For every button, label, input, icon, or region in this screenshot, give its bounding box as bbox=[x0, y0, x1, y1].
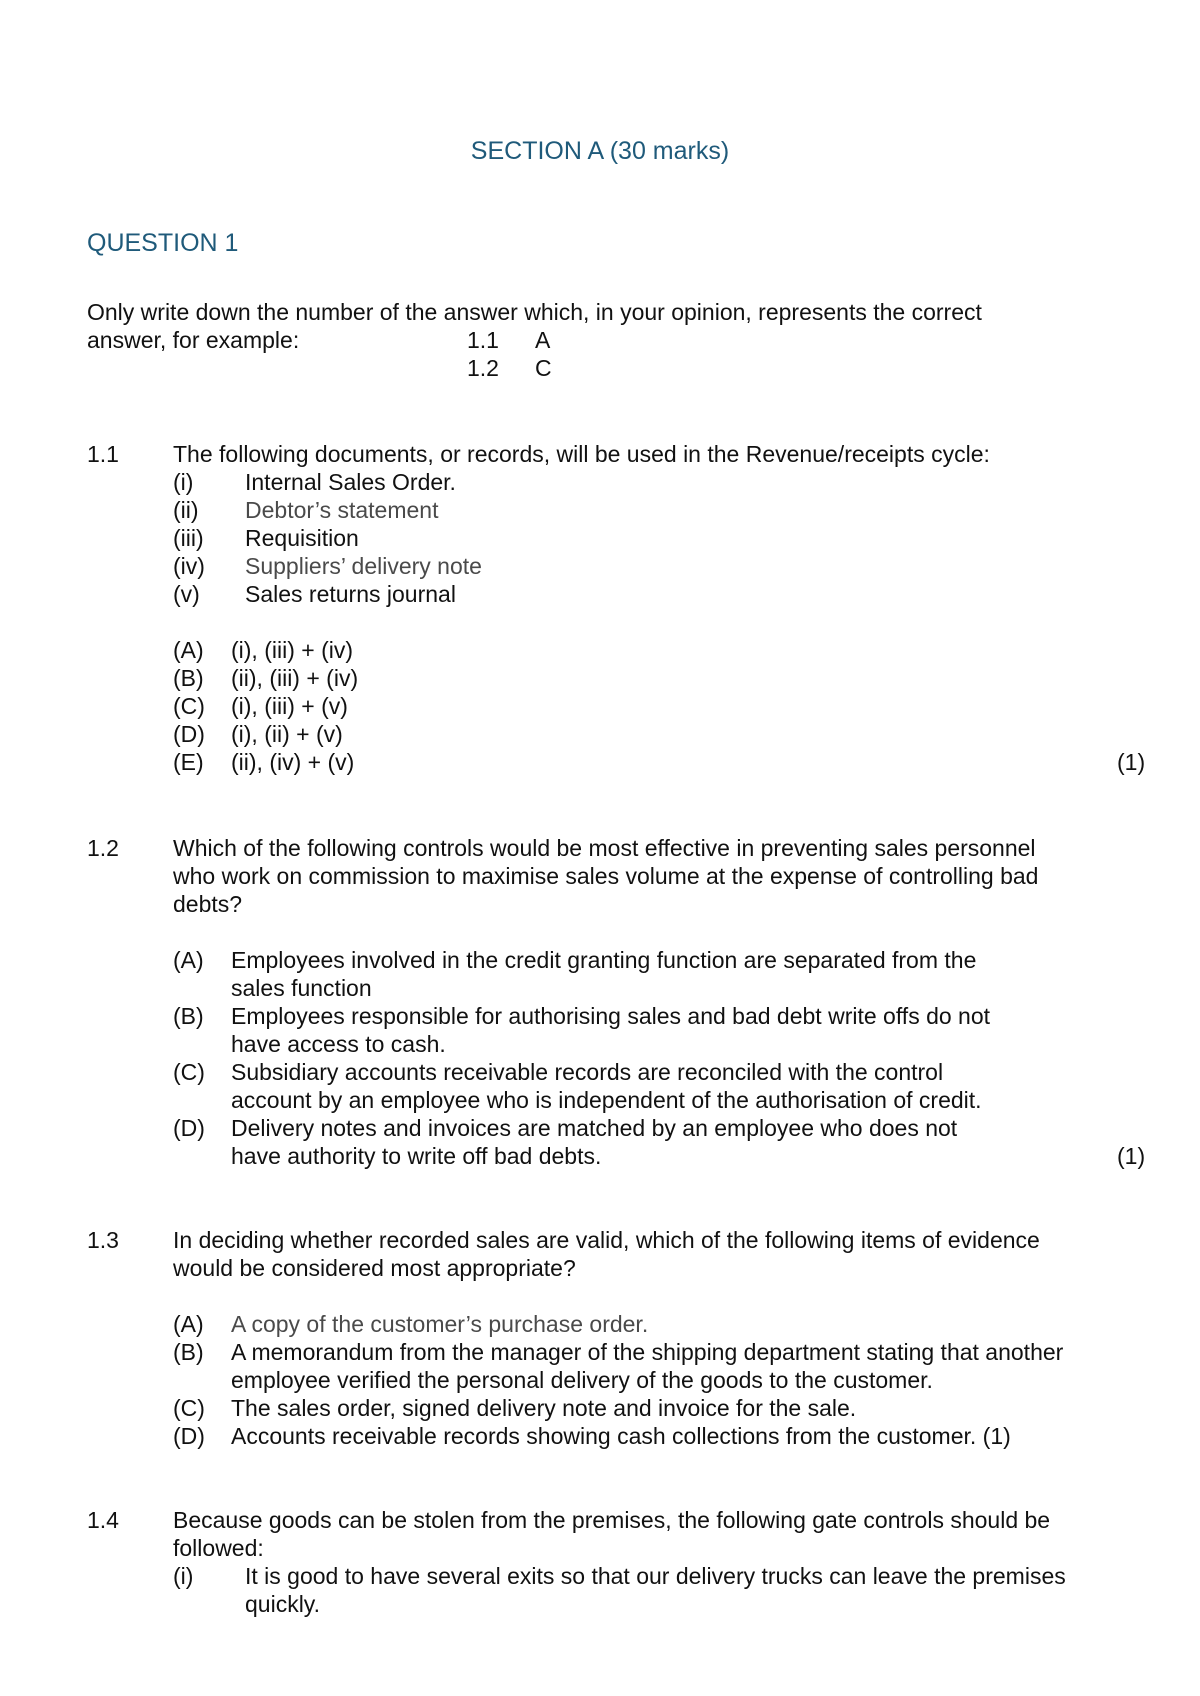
option-label: (D) bbox=[173, 1115, 205, 1141]
item-text: Suppliers’ delivery note bbox=[245, 553, 482, 579]
item-label: (i) bbox=[173, 1563, 194, 1589]
question-text-line: debts? bbox=[173, 891, 243, 917]
option-label: (D) bbox=[173, 721, 205, 747]
instructions-line-1: Only write down the number of the answer which, in your opinion, represents the correct bbox=[87, 299, 982, 325]
question-number: 1.3 bbox=[87, 1227, 119, 1253]
question-text: The following documents, or records, will be used in the Revenue/receipts cycle: bbox=[173, 441, 990, 467]
item-text-line: It is good to have several exits so that our delivery trucks can leave the premises bbox=[245, 1563, 1066, 1589]
question-number: 1.4 bbox=[87, 1507, 119, 1533]
example-number: 1.2 bbox=[467, 355, 499, 381]
item-label: (iii) bbox=[173, 525, 204, 551]
option-text-line: A memorandum from the manager of the shipping department stating that another bbox=[231, 1339, 1064, 1365]
option-label: (B) bbox=[173, 1003, 204, 1029]
option-text-line: Employees responsible for authorising sales and bad debt write offs do not bbox=[231, 1003, 991, 1029]
item-label: (ii) bbox=[173, 497, 199, 523]
option-text: (i), (iii) + (iv) bbox=[231, 637, 353, 663]
option-text-line: have authority to write off bad debts. bbox=[231, 1143, 602, 1169]
question-number: 1.2 bbox=[87, 835, 119, 861]
item-label: (i) bbox=[173, 469, 194, 495]
question-text-line: would be considered most appropriate? bbox=[173, 1255, 576, 1281]
option-label: (C) bbox=[173, 1059, 205, 1085]
option-label: (B) bbox=[173, 1339, 204, 1365]
item-label: (v) bbox=[173, 581, 200, 607]
item-text: Requisition bbox=[245, 525, 359, 551]
option-label: (C) bbox=[173, 1395, 205, 1421]
question-number: 1.1 bbox=[87, 441, 119, 467]
option-text-line: Subsidiary accounts receivable records are reconciled with the control bbox=[231, 1059, 944, 1085]
item-text: Internal Sales Order. bbox=[245, 469, 456, 495]
option-label: (D) bbox=[173, 1423, 205, 1449]
option-text-line: Accounts receivable records showing cash collections from the customer. (1) bbox=[231, 1423, 1011, 1449]
option-label: (E) bbox=[173, 749, 204, 775]
option-label: (A) bbox=[173, 947, 204, 973]
instructions-line-2: answer, for example: bbox=[87, 327, 300, 353]
question-text-line: Which of the following controls would be most effective in preventing sales personnel bbox=[173, 835, 1036, 861]
option-text: (i), (ii) + (v) bbox=[231, 721, 343, 747]
option-text: (ii), (iv) + (v) bbox=[231, 749, 355, 775]
option-text-line: sales function bbox=[231, 975, 372, 1001]
item-text: Debtor’s statement bbox=[245, 497, 439, 523]
option-label: (A) bbox=[173, 637, 204, 663]
question-text-line: Because goods can be stolen from the premises, the following gate controls should be bbox=[173, 1507, 1051, 1533]
section-title: SECTION A (30 marks) bbox=[470, 137, 730, 165]
option-text-line: Employees involved in the credit granting function are separated from the bbox=[231, 947, 977, 973]
item-text: Sales returns journal bbox=[245, 581, 456, 607]
mark-allocation: (1) bbox=[1117, 1143, 1146, 1169]
option-text: (i), (iii) + (v) bbox=[231, 693, 348, 719]
example-number: 1.1 bbox=[467, 327, 499, 353]
option-text-line: account by an employee who is independent of the authorisation of credit. bbox=[231, 1087, 982, 1113]
question-text-line: followed: bbox=[173, 1535, 264, 1561]
question-title: QUESTION 1 bbox=[87, 229, 239, 257]
option-label: (A) bbox=[173, 1311, 204, 1337]
question-text-line: In deciding whether recorded sales are valid, which of the following items of evidence bbox=[173, 1227, 1040, 1253]
question-text-line: who work on commission to maximise sales volume at the expense of controlling bad bbox=[173, 863, 1039, 889]
option-text-line: have access to cash. bbox=[231, 1031, 446, 1057]
option-text-line: employee verified the personal delivery of the goods to the customer. bbox=[231, 1367, 933, 1393]
mark-allocation: (1) bbox=[1117, 749, 1146, 775]
example-answer: C bbox=[535, 355, 552, 381]
option-text-line: The sales order, signed delivery note and invoice for the sale. bbox=[231, 1395, 857, 1421]
option-label: (B) bbox=[173, 665, 204, 691]
example-answer: A bbox=[535, 327, 551, 353]
option-text: (ii), (iii) + (iv) bbox=[231, 665, 359, 691]
option-text-line: Delivery notes and invoices are matched by an employee who does not bbox=[231, 1115, 958, 1141]
option-text-line: A copy of the customer’s purchase order. bbox=[231, 1311, 649, 1337]
option-label: (C) bbox=[173, 693, 205, 719]
item-text-line: quickly. bbox=[245, 1591, 320, 1617]
item-label: (iv) bbox=[173, 553, 205, 579]
